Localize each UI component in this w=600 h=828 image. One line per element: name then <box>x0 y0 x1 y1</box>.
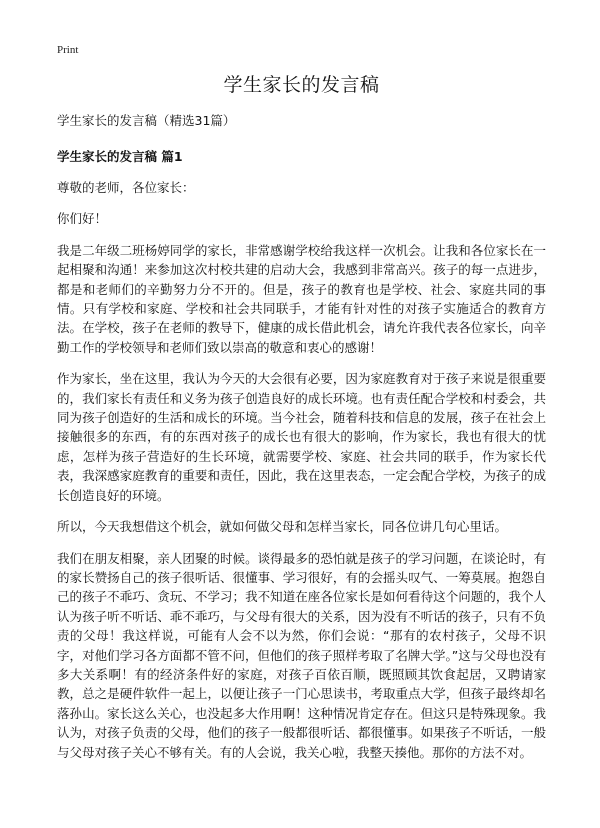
document-subtitle: 学生家长的发言稿（精选31篇） <box>57 113 236 128</box>
greeting-paragraph: 你们好！ <box>57 211 108 227</box>
section-heading: 学生家长的发言稿 篇1 <box>57 149 183 164</box>
body-paragraph: 我们在朋友相聚，亲人团聚的时候。谈得最多的恐怕就是孩子的学习问题，在谈论时，有的家长赞扬自己的孩子很听话、很懂事、学习很好，有的会摇头叹气、一筹莫展。抱怨自己的孩子不乖巧、贪玩、不学习；我不知道在座各位家长是如何看待这个问题的，我个人认为孩子听不听话、乖不乖巧，与父母有很大的关系，因为没有不听话的孩子，只有不负责的父母！我这样说，可能有人会不以为然，你们会说：“那有的农村孩子，父母不识字，对他们学习各方面都不管不问，但他们的孩子照样考取了名牌大学。”这与父母也没有多大关系啊！有的经济条件好的家庭，对孩子百依百顺，既照顾其饮食起居，又聘请家教，总之是硬件软件一起上，以便让孩子一门心思读书，考取重点大学，但孩子最终却名落孙山。家长这么关心，也没起多大作用啊！这种情况肯定存在。但这只是特殊现象。我认为，对孩子负责的父母，他们的孩子一般都很听话、都很懂事。如果孩子不听话，一般与父母对孩子关心不够有关。有的人会说，我关心啦，我整天揍他。那你的方法不对。 <box>57 550 546 760</box>
body-paragraph: 我是二年级二班杨婷同学的家长，非常感谢学校给我这样一次机会。让我和各位家长在一起相聚和沟通！来参加这次村校共建的启动大会，我感到非常高兴。孩子的每一点进步，都是和老师们的辛勤努力分不开的。但是，孩子的教育也是学校、社会、家庭共同的事情。只有学校和家庭、学校和社会共同联手，才能有针对性的对孩子实施适合的教育方法。在学校，孩子在老师的教导下，健康的成长借此机会，请允许我代表各位家长，向辛勤工作的学校领导和老师们致以崇高的敬意和衷心的感谢！ <box>57 242 546 355</box>
document-title: 学生家长的发言稿 <box>223 74 380 96</box>
body-paragraph: 作为家长，坐在这里，我认为今天的大会很有必要，因为家庭教育对于孩子来说是很重要的，我们家长有责任和义务为孩子创造良好的成长环境。也有责任配合学校和村委会，共同为孩子创造好的生活和成长的环境。当今社会，随着科技和信息的发展，孩子在社会上接触很多的东西，有的东西对孩子的成长也有很大的影响，作为家长，我也有很大的忧虑，怎样为孩子营造好的生长环境，就需要学校、家庭、社会共同的联手，作为家长代表，我深感家庭教育的重要和责任，因此，我在这里表态，一定会配合学校，为孩子的成长创造良好的环境。 <box>57 371 546 503</box>
body-paragraph: 所以，今天我想借这个机会，就如何做父母和怎样当家长，同各位讲几句心里话。 <box>57 519 508 535</box>
salutation-paragraph: 尊敬的老师，各位家长： <box>57 180 195 195</box>
print-link[interactable]: Print <box>57 44 79 56</box>
